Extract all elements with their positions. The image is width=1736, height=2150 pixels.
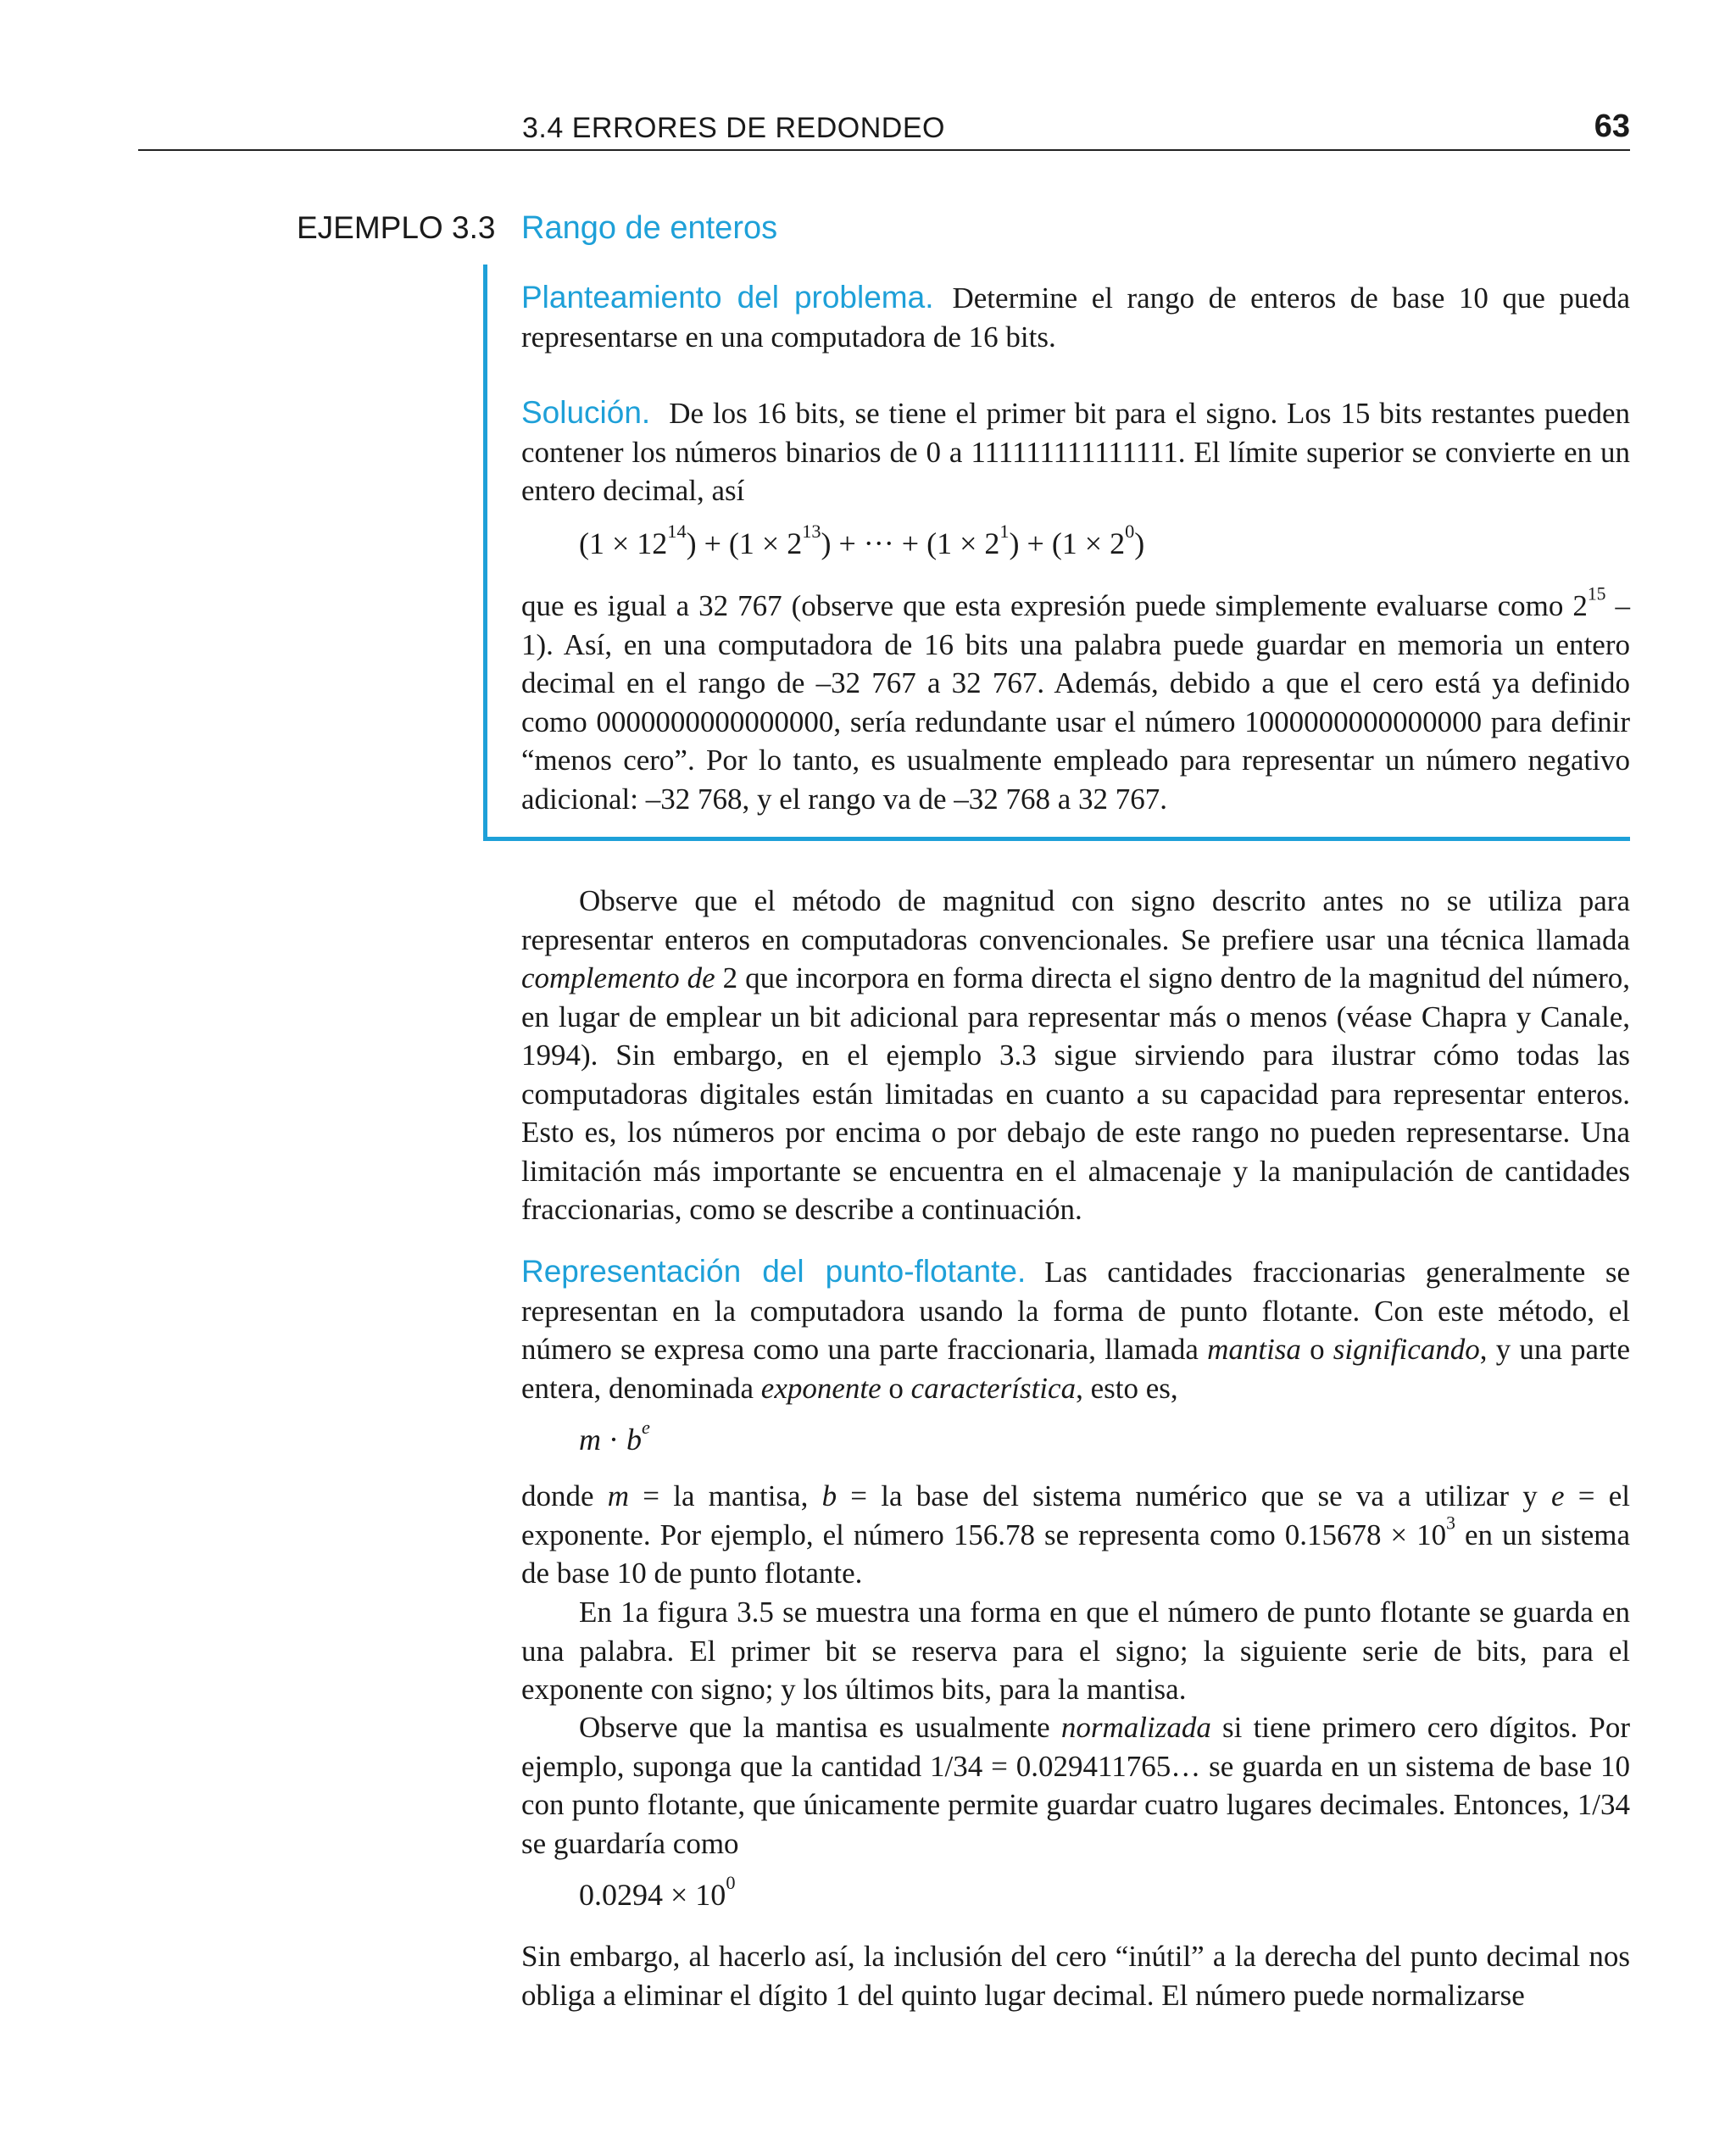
solution-lead: Solución. — [521, 395, 651, 430]
emphasis-term: significando — [1333, 1333, 1480, 1366]
formula-part: 0.0294 × 10 — [579, 1878, 726, 1912]
closing-paragraph: Sin embargo, al hacerlo así, la inclusión del cero “inútil” a la derecha del punto decimal nos obliga a eliminar el dígito 1 del quinto lugar decimal. El número puede normalizarse — [521, 1940, 1630, 2012]
solution-conclusion — [521, 583, 1630, 818]
section-title: 3.4 ERRORES DE REDONDEO — [522, 112, 945, 144]
floating-point-paragraph — [521, 1252, 1630, 1407]
formula-exponent: 13 — [802, 521, 821, 543]
body-text: = la mantisa, — [629, 1479, 822, 1512]
solution-paragraph — [521, 393, 1630, 510]
body-text: en un sistema de base 10 de punto flotante. — [521, 1518, 1630, 1590]
mantissa-exponent-formula — [579, 1417, 650, 1457]
formula-exponent: 0 — [726, 1872, 736, 1894]
formula-variable: b — [626, 1423, 642, 1457]
body-paragraph-complement — [521, 882, 1630, 1229]
emphasis-term: complemento de — [521, 961, 715, 994]
body-text: = la base del sistema numérico que se va a utilizar y — [837, 1479, 1551, 1512]
conclusion-text: que es igual a 32 767 (observe que esta expresión puede simplemente evaluarse como 2 — [521, 589, 1588, 622]
definition-paragraph — [521, 1477, 1630, 1593]
formula-exponent: 14 — [667, 521, 687, 543]
body-exponent: 3 — [1446, 1512, 1456, 1534]
figure-reference-paragraph: En 1a figura 3.5 se muestra una forma en que el número de punto flotante se guarda en una palabra. El primer bit se reserva para el signo; la siguiente serie de bits, para el exponente con signo; y los últimos bits, para la mantisa. — [521, 1596, 1630, 1706]
formula-variable: m — [579, 1423, 601, 1457]
formula-part: ) + (1 × 2 — [1009, 526, 1126, 560]
running-header — [138, 109, 1630, 151]
formula-part: (1 × 12 — [579, 526, 668, 560]
conclusion-text: – 1). Así, en una computadora de 16 bits una palabra puede guardar en memoria un entero decimal en el rango de –32 767 a 32 767. Además, debido a que el cero está ya definido como 0000000000000000, sería redundante usar el número 1000000000000000 para definir “menos cero”. Por lo tanto, es usualmente empleado para representar un número negativo adicional: –32 768, y el rango va de –32 768 a 32 767. — [521, 589, 1630, 816]
body-text: Observe que la mantisa es usualmente — [579, 1711, 1061, 1744]
body-text: Las cantidades fraccionarias generalmente se representan en la computadora usando la forma de punto flotante. Con este método, el número se expresa como una parte fraccionaria, llamada — [521, 1256, 1630, 1366]
body-text: o — [881, 1371, 911, 1405]
formula-exponent: 1 — [999, 521, 1010, 543]
problem-text: Determine el rango de enteros de base 10 que pueda representarse en una computadora de 16 bits. — [521, 281, 1630, 354]
body-text: si tiene primero cero dígitos. Por ejemplo, suponga que la cantidad 1/34 = 0.029411765… se guarda en un sistema de base 10 con punto flotante, que únicamente permite guardar cuatro lugares decimales. Entonces, 1/34 se guardaría como — [521, 1711, 1630, 1860]
formula-part: ) — [1134, 526, 1145, 560]
body-text: 2 que incorpora en forma directa el signo dentro de la magnitud del número, en lugar de emplear un bit adicional para representar más o menos (véase Chapra y Canale, 1994). Sin embargo, en el ejemplo 3.3 sigue sirviendo para ilustrar cómo todas las computadoras digitales están limitadas en cuanto a su capacidad para representar enteros. Esto es, los números por encima o por debajo de este rango no pueden representarse. Una limitación más importante se encuentra en el almacenaje y la manipulación de cantidades fraccionarias, como se describe a continuación. — [521, 961, 1630, 1226]
body-text: , esto es, — [1076, 1371, 1178, 1405]
stored-value-formula — [579, 1872, 736, 1913]
formula-operator: · — [601, 1423, 626, 1457]
problem-statement — [521, 278, 1630, 356]
example-title: Rango de enteros — [521, 210, 778, 246]
body-text: Observe que el método de magnitud con signo descrito antes no se utiliza para representar enteros en computadoras convencionales. Se prefiere usar una técnica llamada — [521, 884, 1630, 956]
formula-variable: m — [607, 1479, 630, 1512]
emphasis-term: exponente — [760, 1371, 882, 1405]
body-text: , y una parte entera, denominada — [521, 1333, 1630, 1405]
formula-variable: b — [821, 1479, 837, 1512]
page-number: 63 — [1594, 109, 1630, 144]
binary-expansion-formula — [579, 521, 1145, 561]
body-text: o — [1300, 1333, 1333, 1366]
floating-point-heading: Representación del punto-flotante. — [521, 1254, 1027, 1289]
emphasis-term: mantisa — [1207, 1333, 1301, 1366]
formula-exponent: 0 — [1125, 521, 1135, 543]
example-label: EJEMPLO 3.3 — [297, 210, 496, 245]
solution-text: De los 16 bits, se tiene el primer bit para el signo. Los 15 bits restantes pueden contener los números binarios de 0 a 111111111111111. El límite superior se convierte en un entero decimal, así — [521, 397, 1630, 507]
emphasis-term: característica — [910, 1371, 1077, 1405]
formula-exponent: e — [642, 1417, 650, 1439]
body-text: = el exponente. Por ejemplo, el número 156.78 se representa como 0.15678 × 10 — [521, 1479, 1630, 1551]
formula-part: ) + ··· + (1 × 2 — [821, 526, 1000, 560]
problem-lead: Planteamiento del problema. — [521, 280, 934, 315]
formula-part: ) + (1 × 2 — [686, 526, 803, 560]
body-text: donde — [521, 1479, 608, 1512]
emphasis-term: normalizada — [1060, 1711, 1211, 1744]
conclusion-exponent: 15 — [1587, 583, 1606, 604]
normalization-paragraph — [521, 1708, 1630, 1863]
formula-variable: e — [1550, 1479, 1565, 1512]
